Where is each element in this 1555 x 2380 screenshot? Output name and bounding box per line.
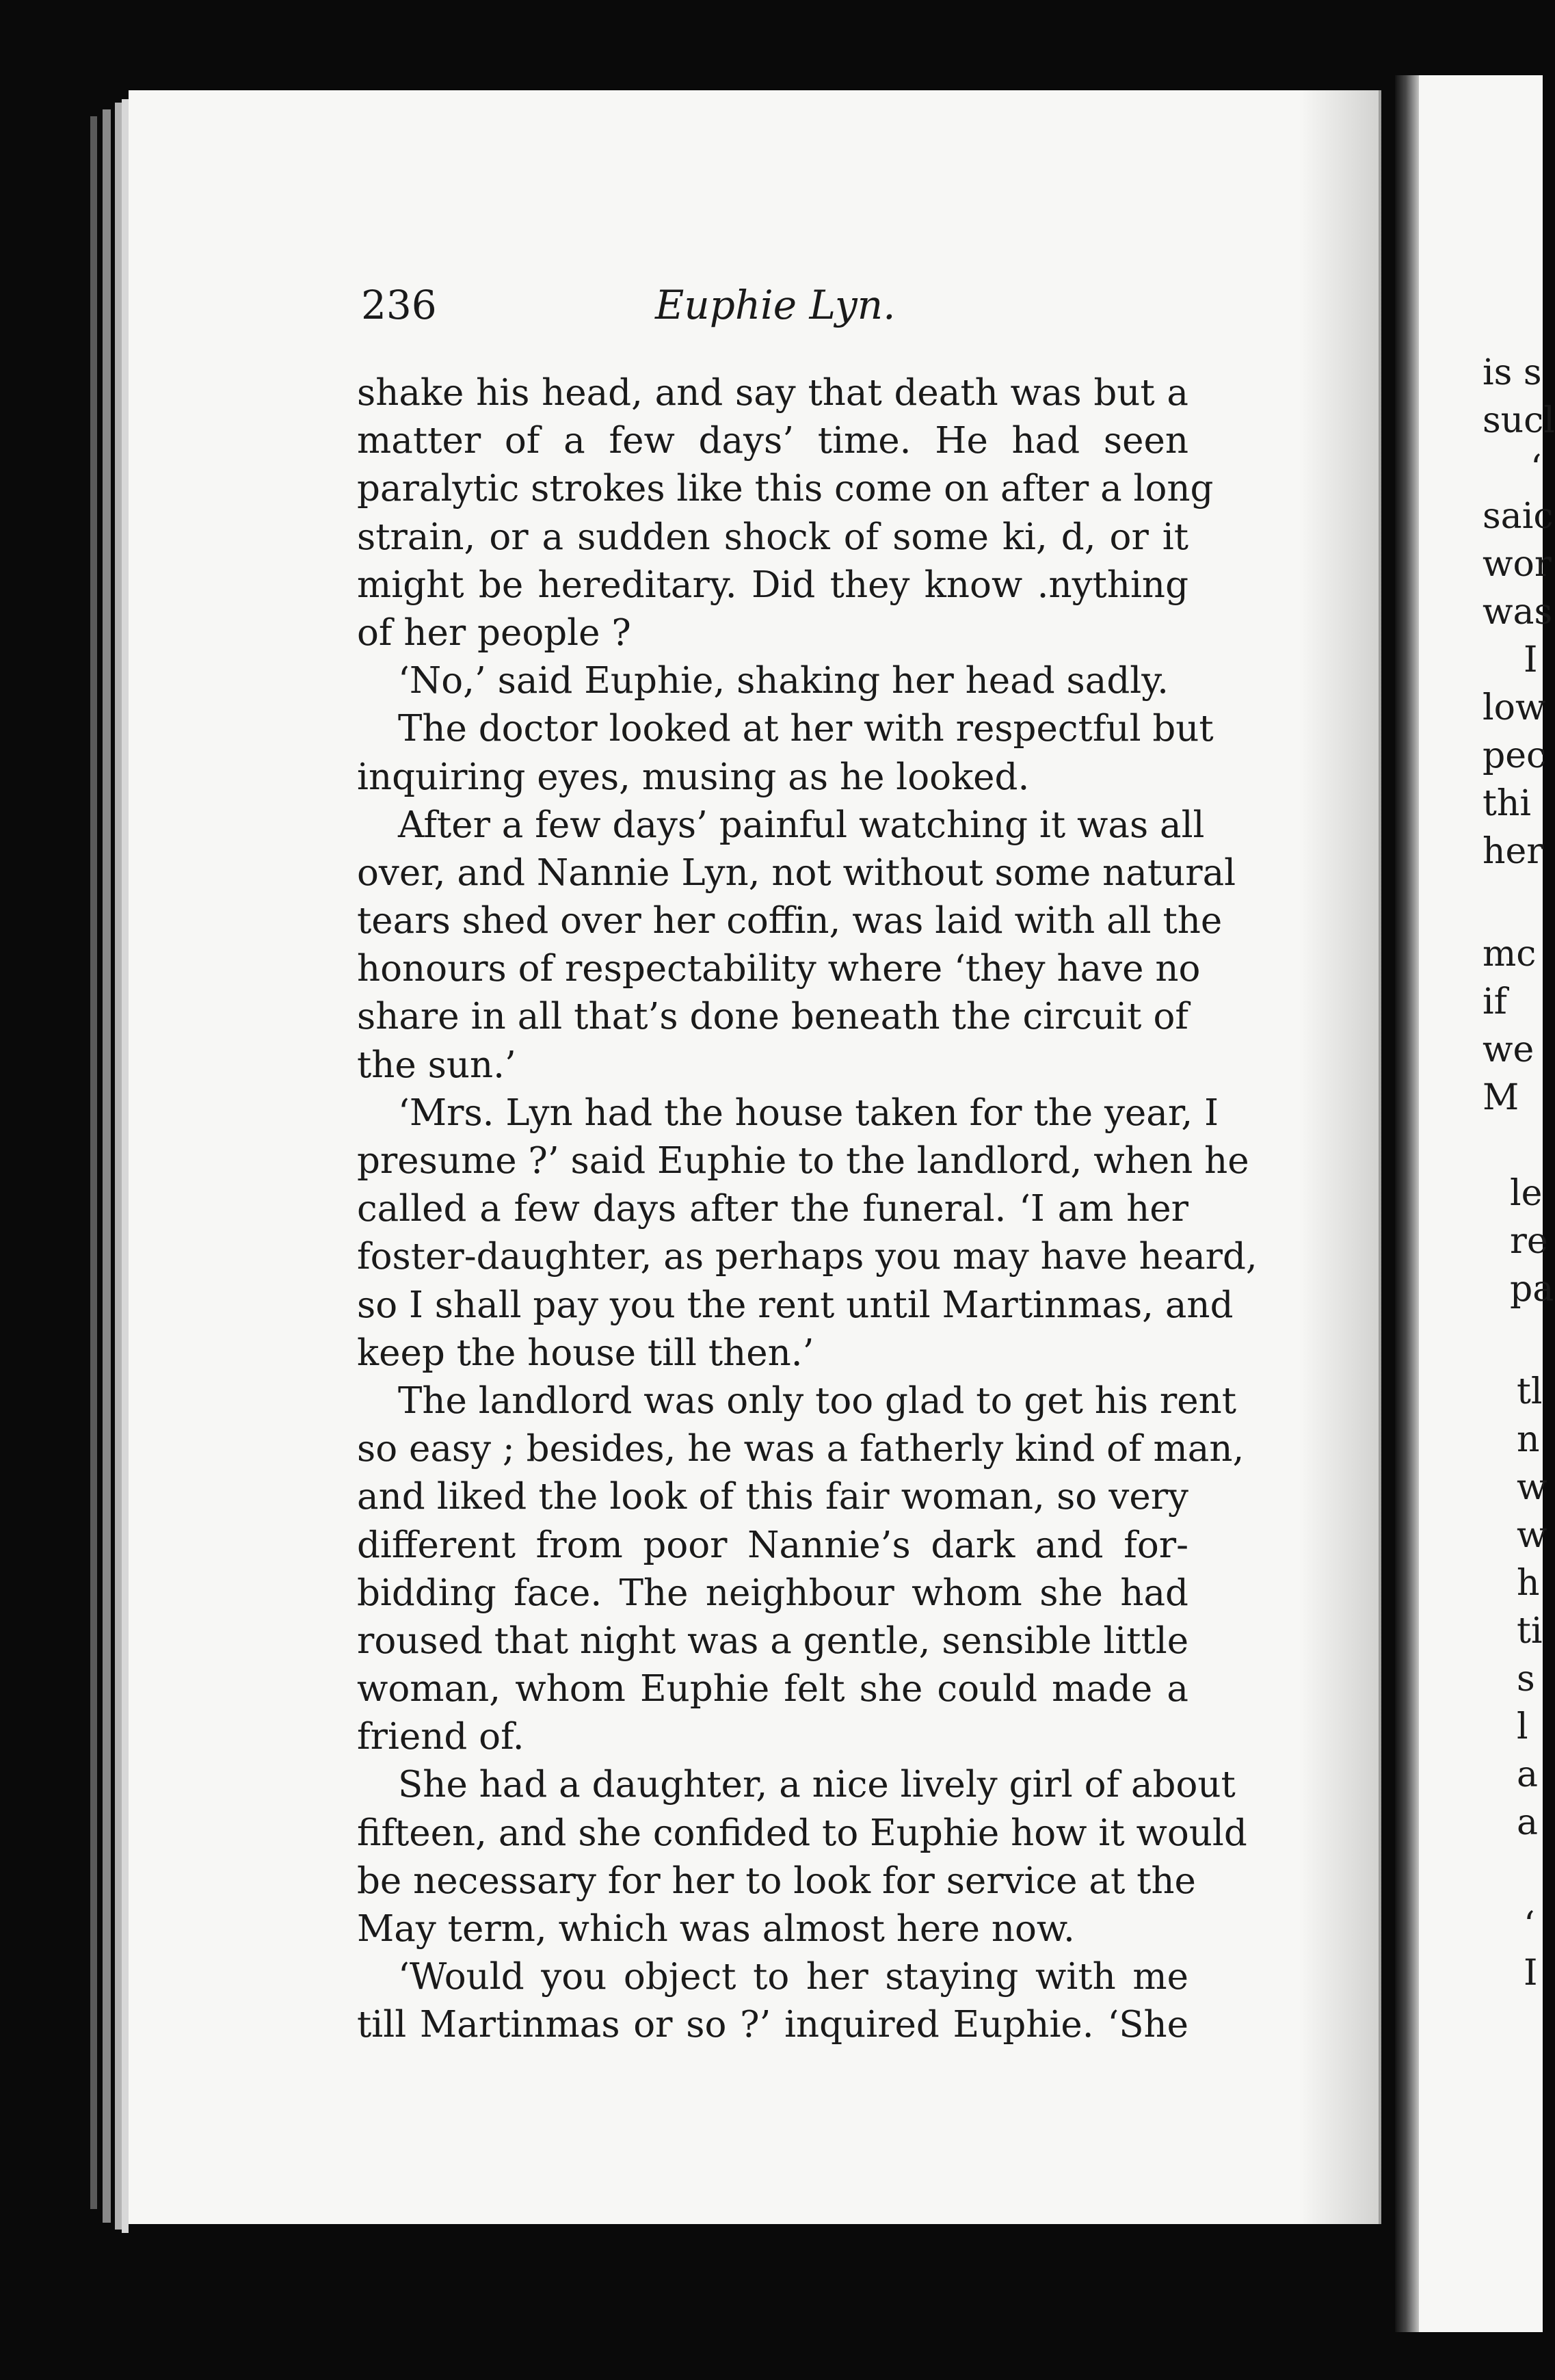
fragment-line: ‘ [1530, 448, 1542, 489]
text-line: fifteen, and she confided to Euphie how it would [357, 1812, 1247, 1854]
page-number: 236 [361, 282, 437, 328]
fragment-line: low [1483, 687, 1546, 728]
fragment-line: re [1510, 1221, 1548, 1262]
text-line: She had a daughter, a nice lively girl of about [398, 1764, 1236, 1806]
text-line: till Martinmas or so ?’ inquired Euphie. ‘She [357, 2004, 1188, 2046]
fragment-line: sucl [1483, 400, 1555, 441]
fragment-line: ti [1517, 1611, 1543, 1652]
fragment-line: mc [1483, 934, 1537, 975]
text-line: matter of a few days’ time. He had seen [357, 420, 1188, 462]
fragment-line: if [1483, 981, 1507, 1022]
text-line: and liked the look of this fair woman, so very [357, 1476, 1188, 1518]
text-line: tears shed over her coffin, was laid with all the [357, 900, 1223, 942]
text-line: ‘No,’ said Euphie, shaking her head sadly. [398, 660, 1169, 702]
text-line: inquiring eyes, musing as he looked. [357, 756, 1030, 798]
text-line: After a few days’ painful watching it was all [398, 804, 1205, 846]
text-line: over, and Nannie Lyn, not without some natural [357, 851, 1236, 894]
text-line: keep the house till then.’ [357, 1332, 814, 1374]
fragment-line: s [1517, 1658, 1535, 1700]
gutter-shadow [1299, 90, 1381, 2224]
fragment-line: a [1517, 1802, 1539, 1843]
fragment-line: her [1483, 831, 1544, 872]
text-line: The landlord was only too glad to get his rent [398, 1379, 1237, 1422]
text-line: bidding face. The neighbour whom she had [357, 1572, 1188, 1614]
text-line: ‘Would you object to her staying with me [398, 1956, 1188, 1998]
fragment-line: w [1517, 1515, 1547, 1556]
page-edge [122, 99, 129, 2233]
text-line: presume ?’ said Euphie to the landlord, when he [357, 1140, 1249, 1182]
fragment-line: M [1483, 1077, 1519, 1118]
text-line: ‘Mrs. Lyn had the house taken for the year, I [398, 1092, 1219, 1134]
text-line: friend of. [357, 1716, 524, 1758]
text-line: May term, which was almost here now. [357, 1908, 1075, 1950]
fragment-line: wor [1483, 544, 1552, 585]
text-line: so I shall pay you the rent until Martinmas, and [357, 1284, 1234, 1326]
text-line: so easy ; besides, he was a fatherly kind of man, [357, 1428, 1245, 1470]
fragment-line: pec [1483, 735, 1547, 776]
fragment-line: tl [1517, 1371, 1543, 1412]
page-edge [90, 116, 97, 2209]
text-line: might be hereditary. Did they know .nything [357, 564, 1188, 606]
text-line: be necessary for her to look for service at the [357, 1860, 1196, 1902]
body-text [357, 369, 1258, 2050]
text-line: different from poor Nannie’s dark and for- [357, 1524, 1188, 1566]
text-line: The doctor looked at her with respectful but [398, 708, 1214, 750]
fragment-line: saic [1483, 496, 1554, 537]
fragment-line: is s [1483, 352, 1542, 393]
fragment-line: a [1517, 1754, 1539, 1795]
fragment-line: le [1510, 1173, 1543, 1214]
fragment-line: ‘ [1524, 1905, 1535, 1946]
fragment-line: w [1517, 1467, 1547, 1508]
text-line: strain, or a sudden shock of some ki, d, or it [357, 516, 1188, 558]
text-line: the sun.’ [357, 1044, 516, 1086]
text-line: of her people ? [357, 611, 631, 654]
running-title: Euphie Lyn. [655, 282, 896, 328]
text-line: honours of respectability where ‘they have no [357, 948, 1201, 990]
fragment-line: was [1483, 592, 1553, 633]
fragment-line: pa [1510, 1269, 1554, 1310]
fragment-line: l [1517, 1706, 1528, 1747]
fragment-line: h [1517, 1563, 1540, 1604]
text-line: shake his head, and say that death was but a [357, 372, 1188, 414]
text-line: called a few days after the funeral. ‘I am her [357, 1188, 1188, 1230]
text-line: share in all that’s done beneath the circuit of [357, 996, 1188, 1038]
page-edge [103, 109, 111, 2223]
text-line: paralytic strokes like this come on after a long [357, 468, 1214, 510]
fragment-line: n [1517, 1419, 1540, 1460]
fragment-line: we [1483, 1029, 1534, 1070]
text-line: woman, whom Euphie felt she could made a [357, 1668, 1188, 1710]
running-header [361, 282, 1188, 336]
fragment-line: I [1524, 639, 1538, 680]
fragment-line: thi [1483, 783, 1532, 824]
text-line: roused that night was a gentle, sensible little [357, 1619, 1189, 1662]
text-line: foster-daughter, as perhaps you may have heard, [357, 1236, 1258, 1278]
binding-shadow [1395, 75, 1422, 2332]
fragment-line: I [1524, 1953, 1538, 1994]
